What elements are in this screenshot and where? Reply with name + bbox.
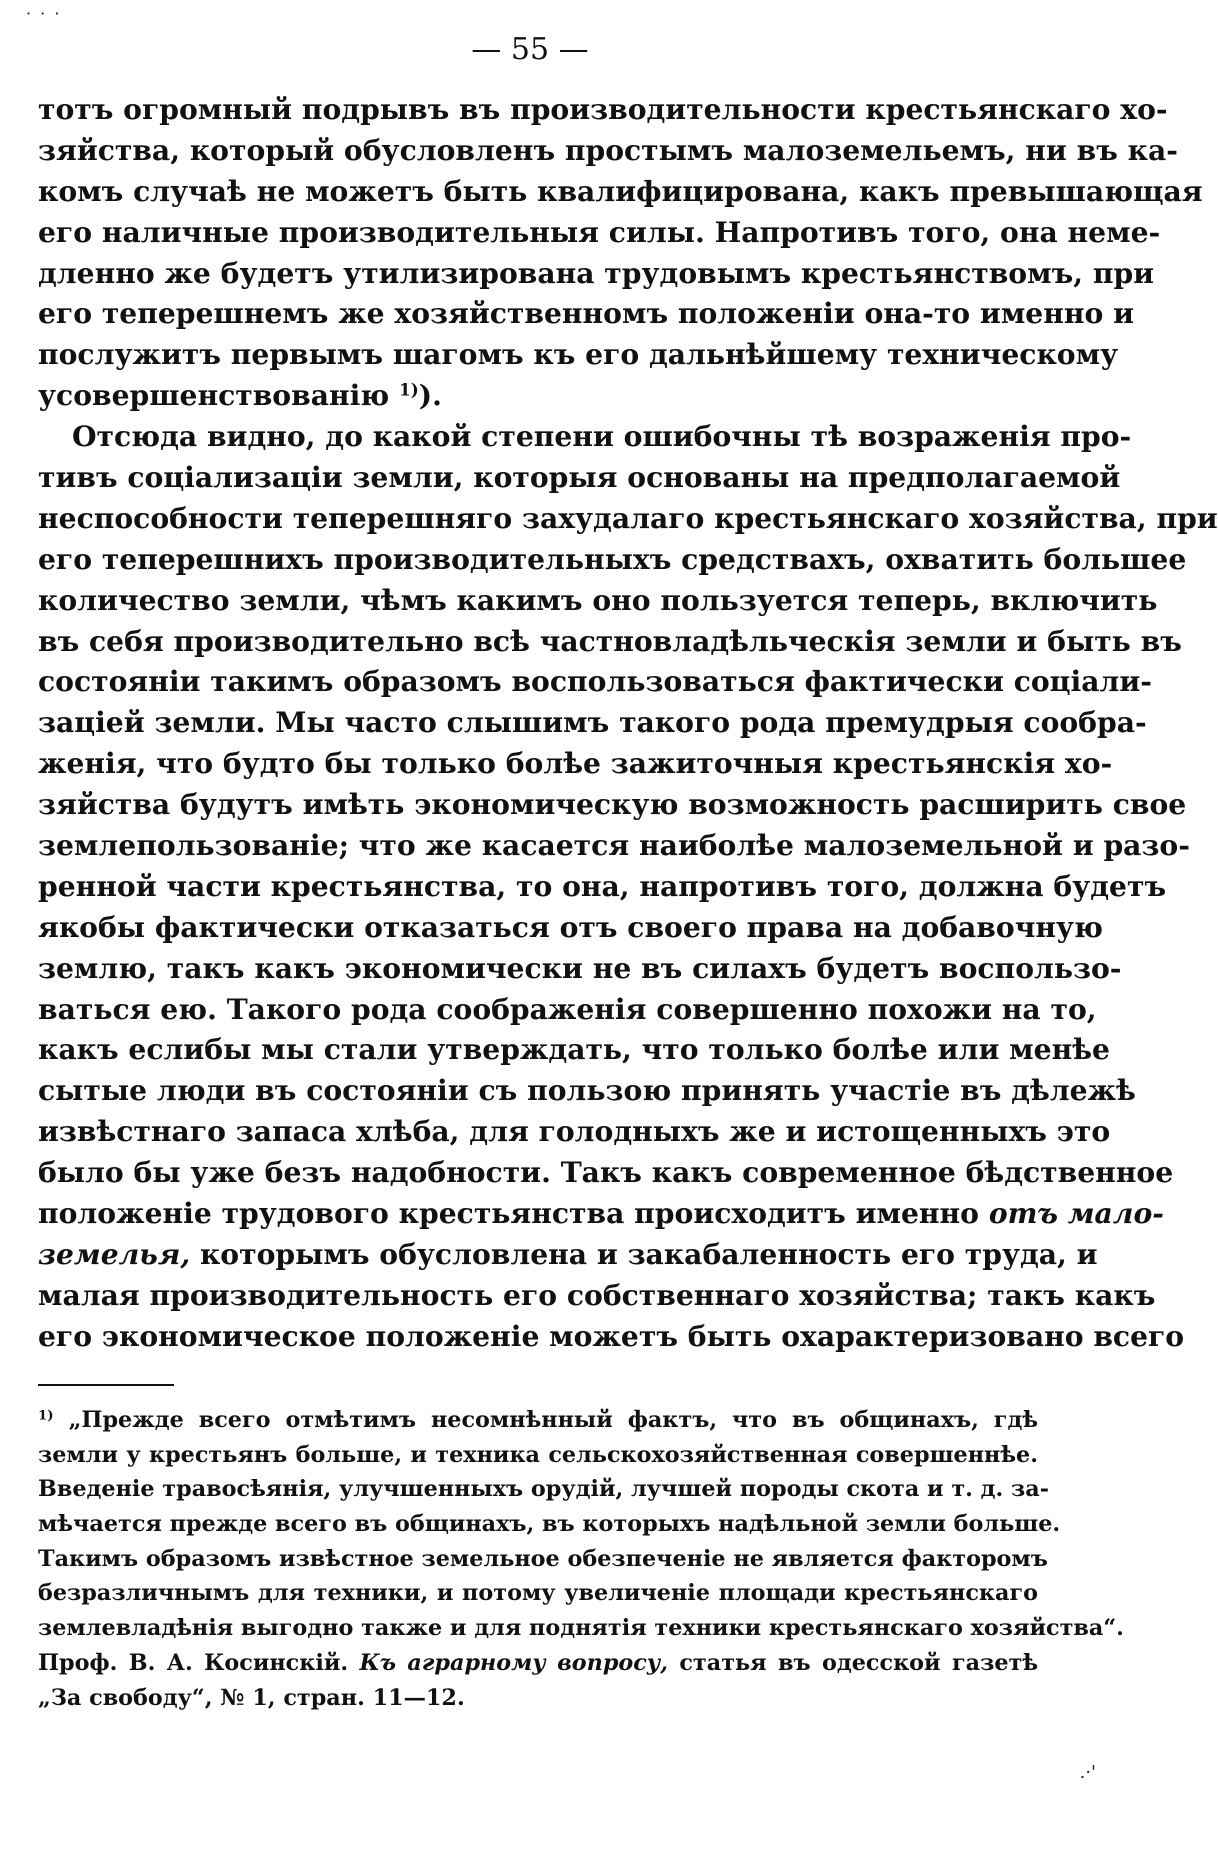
- footnote-reference: 1): [399, 379, 419, 400]
- text-line: тотъ огромный подрывъ въ производительности крестьянскаго хо-: [38, 93, 1168, 126]
- text-segment: „Прежде всего отмѣтимъ несомнѣнный фактъ, что въ общинахъ, гдѣ: [53, 1407, 1038, 1433]
- text-line: якобы фактически отказаться отъ своего права на добавочную: [38, 910, 1103, 944]
- text-line: [38, 376, 1038, 417]
- text-segment: усовершенствованiю: [38, 379, 390, 413]
- text-segment: ).: [418, 379, 442, 413]
- text-line: комъ случаѣ не можетъ быть квалифицирована, какъ превышающая: [38, 174, 1203, 208]
- text-line: какъ еслибы мы стали утверждать, что только болѣе или менѣе: [38, 1033, 1110, 1067]
- footnote-line: Введенiе травосѣянiя, улучшенныхъ орудiй, лучшей породы скота и т. д. за-: [38, 1476, 1049, 1503]
- text-segment: статья въ одесской газетѣ: [667, 1649, 1038, 1676]
- footnotes: [38, 1403, 1124, 1715]
- footnote-line: [38, 1403, 1038, 1438]
- text-line: землю, такъ какъ экономически не въ силахъ будетъ воспользо-: [38, 951, 1122, 985]
- footnote-line: земли у крестьянъ больше, и техника сельскохозяйственная совершеннѣе.: [38, 1441, 1038, 1468]
- footnote-line: Такимъ образомъ извѣстное земельное обезпеченiе не является факторомъ: [38, 1545, 1048, 1572]
- text-line: извѣстнаго запаса хлѣба, для голодныхъ же и истощенныхъ это: [38, 1115, 1111, 1149]
- text-line: его теперешнемъ же хозяйственномъ положенiи она-то именно и: [38, 297, 1135, 331]
- text-line: было бы уже безъ надобности. Такъ какъ современное бѣдственное: [38, 1156, 1174, 1190]
- text-line: послужитъ первымъ шагомъ къ его дальнѣйшему техническому: [38, 338, 1119, 372]
- footnote-line: безразличнымъ для техники, и потому увеличенiе площади крестьянскаго: [38, 1580, 1038, 1607]
- text-line: неспособности теперешняго захудалаго крестьянскаго хозяйства, при: [38, 501, 1218, 535]
- italic-text: Къ аграрному вопросу,: [359, 1649, 668, 1676]
- text-line: тивъ соцiализацiи земли, которыя основаны на предполагаемой: [38, 461, 1121, 495]
- main-text: [38, 90, 1218, 1358]
- text-line: Отсюда видно, до какой степени ошибочны тѣ возраженiя про-: [72, 420, 1132, 454]
- text-line: [38, 1194, 1164, 1235]
- page-number: — 55 —: [471, 32, 589, 67]
- text-line: ваться ею. Такого рода соображенiя совершенно похожи на то,: [38, 992, 1097, 1026]
- footnote-line: „За свободу“, № 1, стран. 11—12.: [38, 1684, 465, 1711]
- footnote-divider: [38, 1384, 174, 1386]
- text-line: его наличные производительныя силы. Напротивъ того, она неме-: [38, 215, 1161, 249]
- text-line: состоянiи такимъ образомъ воспользоваться фактически соцiали-: [38, 665, 1152, 699]
- text-line: его экономическое положенiе можетъ быть охарактеризовано всего: [38, 1319, 1185, 1353]
- italic-text: земелья,: [38, 1237, 191, 1271]
- text-segment: положенiе трудового крестьянства происходитъ именно: [38, 1197, 979, 1231]
- footnote-line: землевладѣнiя выгодно также и для поднятiя техники крестьянскаго хозяйства“.: [38, 1615, 1124, 1642]
- text-line: зяйства будутъ имѣть экономическую возможность расширить свое: [38, 788, 1187, 822]
- italic-text: отъ мало-: [988, 1197, 1164, 1231]
- footnote-line: [38, 1646, 1038, 1681]
- corner-mark: · · ·: [26, 4, 62, 23]
- text-line: зацiей земли. Мы часто слышимъ такого рода премудрыя сообра-: [38, 706, 1147, 740]
- footnote-line: мѣчается прежде всего въ общинахъ, въ которыхъ надѣльной земли больше.: [38, 1511, 1061, 1538]
- text-line: ренной части крестьянства, то она, напротивъ того, должна будетъ: [38, 869, 1167, 903]
- margin-mark: .·': [1079, 1762, 1096, 1783]
- text-line: землепользованiе; что же касается наиболѣе малоземельной и разо-: [38, 829, 1190, 863]
- text-line: сытые люди въ состоянiи съ пользою принять участiе въ дѣлежѣ: [38, 1074, 1136, 1108]
- text-line: его теперешнихъ производительныхъ средствахъ, охватить большее: [38, 542, 1187, 576]
- text-line: женiя, что будто бы только болѣе зажиточныя крестьянскiя хо-: [38, 747, 1113, 781]
- text-line: [38, 1235, 1098, 1276]
- text-segment: которымъ обусловлена и закабаленность его труда, и: [190, 1237, 1098, 1271]
- text-line: зяйства, который обусловленъ простымъ малоземельемъ, ни въ ка-: [38, 133, 1178, 167]
- footnote-marker: 1): [38, 1407, 54, 1424]
- text-line: въ себя производительно всѣ частновладѣльческiя земли и быть въ: [38, 624, 1182, 658]
- text-line: дленно же будетъ утилизирована трудовымъ крестьянствомъ, при: [38, 256, 1155, 290]
- text-line: количество земли, чѣмъ какимъ оно пользуется теперь, включить: [38, 583, 1158, 617]
- text-segment: Проф. В. А. Косинскiй.: [38, 1649, 349, 1676]
- text-line: малая производительность его собственнаго хозяйства; такъ какъ: [38, 1278, 1156, 1312]
